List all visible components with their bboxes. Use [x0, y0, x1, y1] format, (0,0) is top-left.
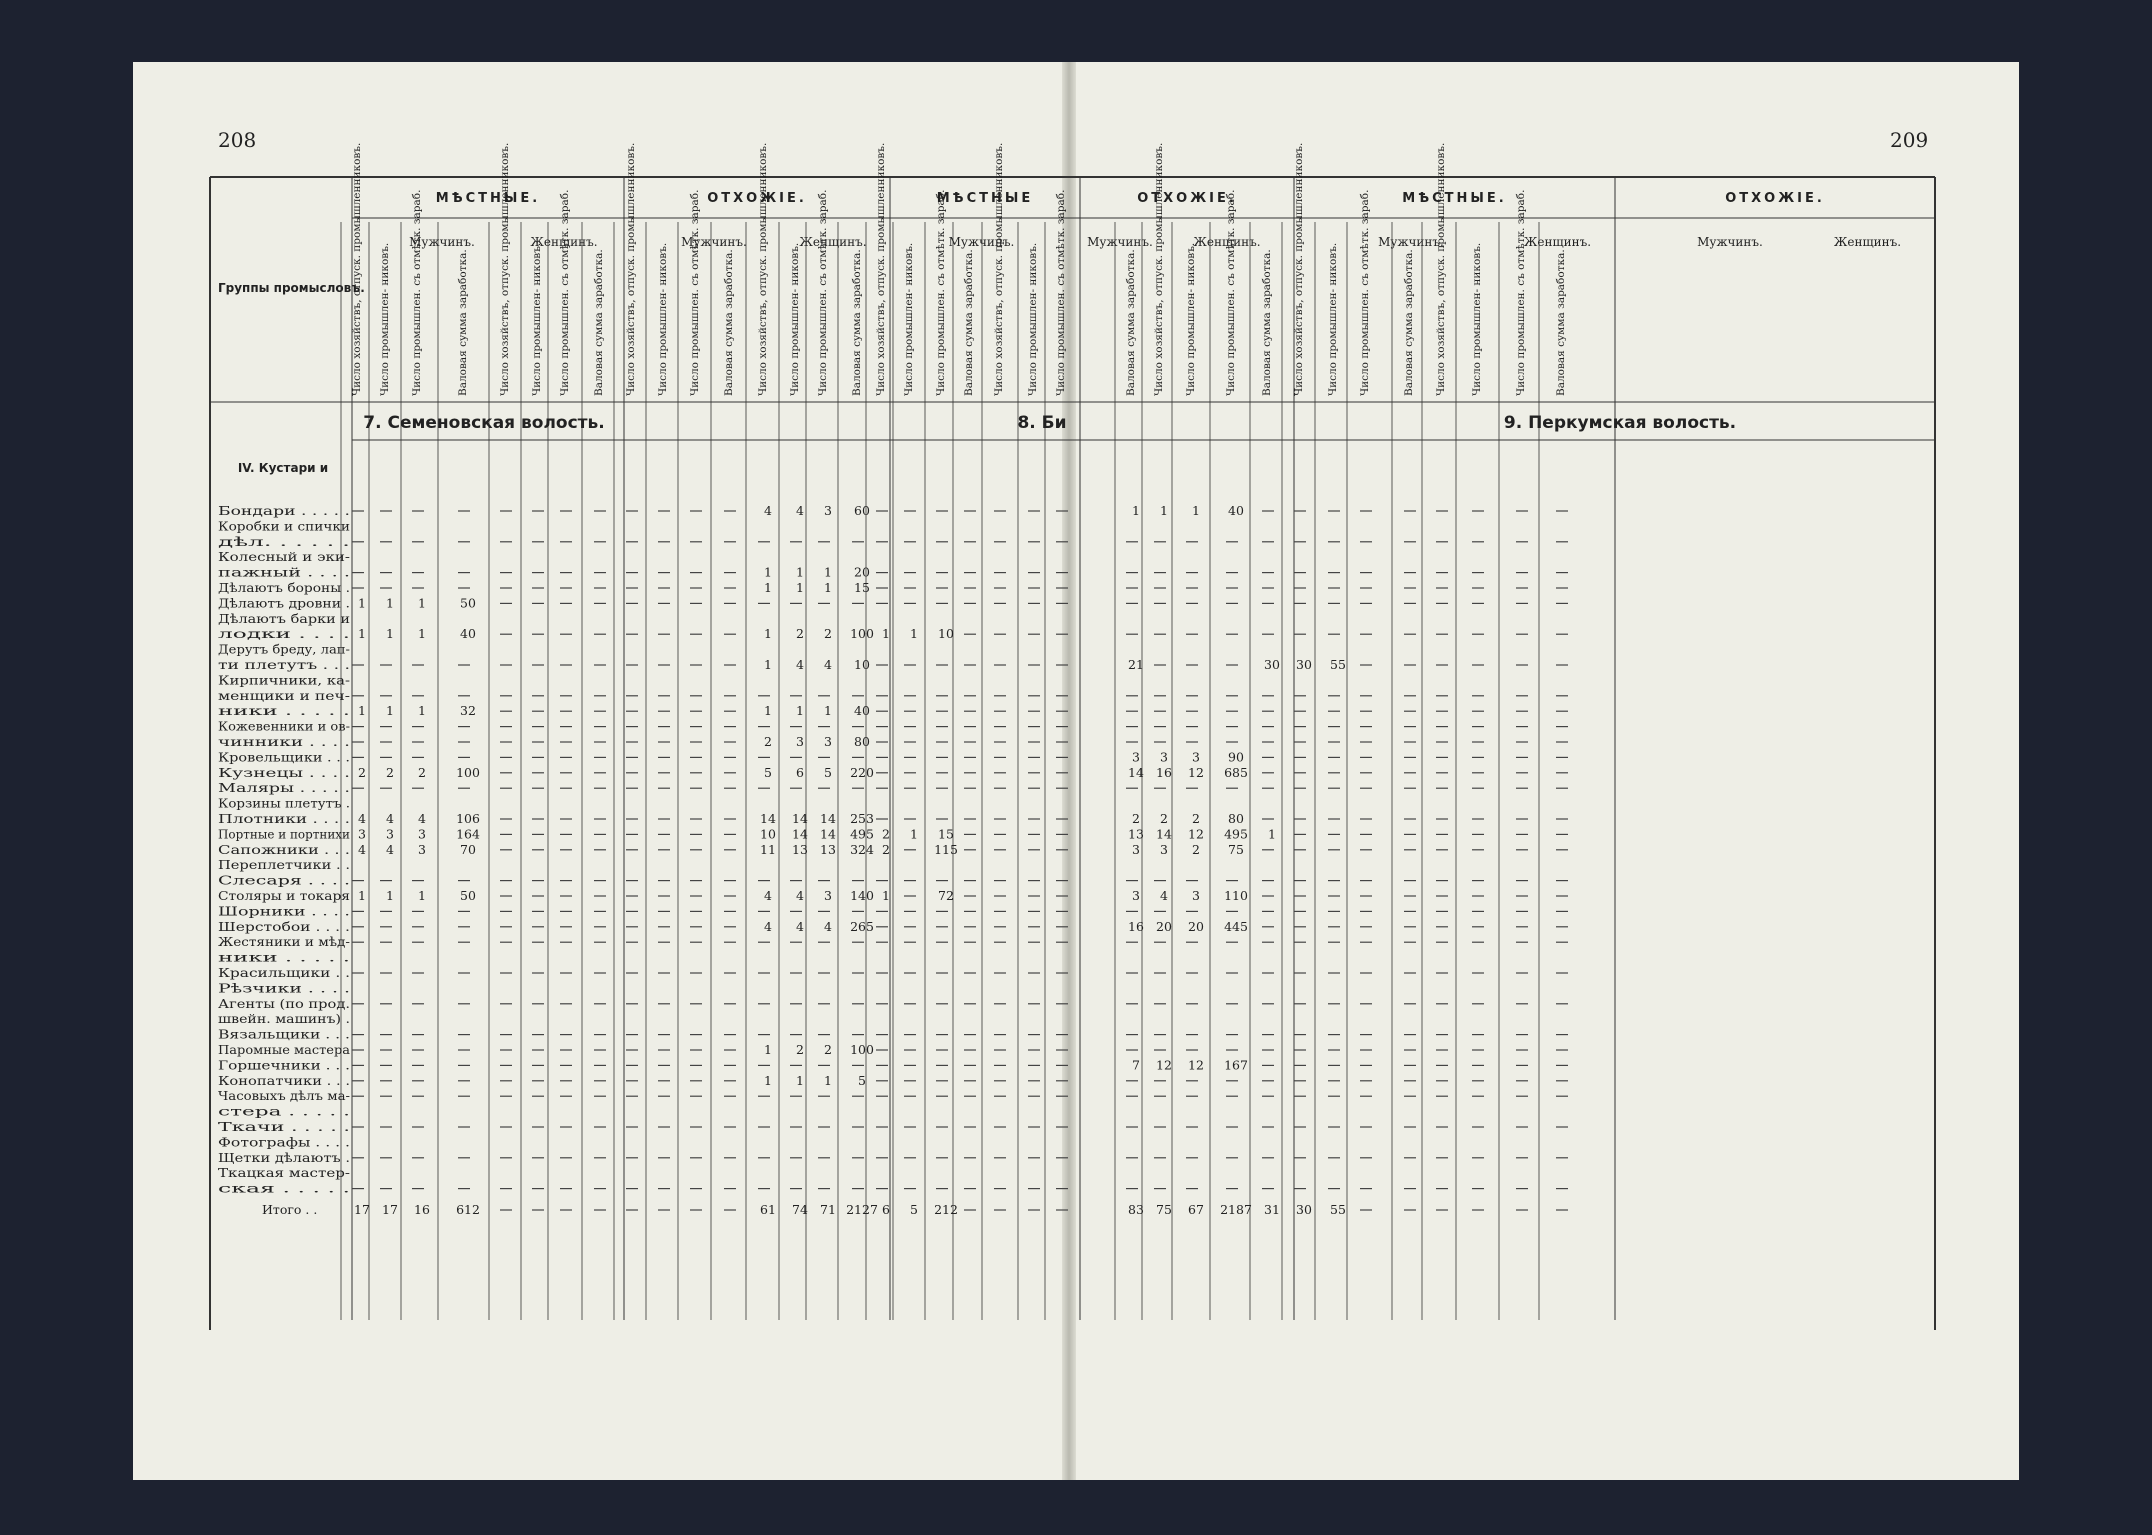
cell-value: 2 — [796, 1042, 804, 1057]
cell-value: 1 — [824, 703, 832, 719]
column-header-workers_marked: Число промышлен. съ отмѣтк. зараб. — [817, 189, 829, 396]
row-label: Колесный и эки- — [218, 549, 350, 565]
cell-value: 14 — [760, 811, 776, 826]
cell-value: 1 — [824, 1072, 832, 1088]
cell-value: 106 — [456, 811, 480, 826]
total-value: 67 — [1188, 1202, 1204, 1217]
cell-value: 40 — [854, 703, 870, 719]
cell-value: 6 — [796, 764, 804, 780]
women-subheader: Женщинъ. — [1523, 235, 1592, 249]
column-header-sum: Валовая сумма заработка. — [851, 249, 863, 396]
men-subheader: Мужчинъ. — [409, 235, 475, 249]
row-label: Конопатчики . . . — [218, 1072, 350, 1088]
cell-value: 10 — [854, 657, 870, 672]
column-header-households: Число хозяйствъ, отпуск. промышленниковъ. — [993, 142, 1005, 396]
cell-value: 1 — [796, 580, 804, 595]
cell-value: 4 — [358, 811, 366, 826]
row-label: Часовыхъ дѣлъ ма- — [218, 1088, 350, 1104]
cell-value: 75 — [1228, 841, 1244, 857]
row-label: стера . . . . . — [218, 1103, 350, 1119]
cell-value: 253 — [850, 811, 874, 826]
cell-value: 164 — [456, 826, 480, 842]
men-subheader: Мужчинъ. — [948, 235, 1015, 249]
cell-value: 10 — [760, 826, 776, 842]
cell-value: 12 — [1156, 1057, 1172, 1073]
cell-value: 1 — [358, 595, 366, 611]
cell-value: 90 — [1228, 749, 1244, 765]
cell-value: 50 — [460, 595, 476, 611]
cell-value: 100 — [456, 764, 480, 780]
cell-value: 14 — [820, 811, 836, 826]
men-subheader: Мужчинъ. — [1087, 235, 1153, 249]
section-title: ОТХОЖІЕ. — [1725, 191, 1825, 206]
cell-value: 2 — [824, 626, 832, 642]
cell-value: 495 — [1224, 826, 1248, 842]
cell-value: 3 — [1192, 749, 1200, 765]
row-label: Переплетчики . . — [218, 857, 350, 873]
cell-value: 20 — [854, 564, 870, 580]
volost-title: 8. Би — [1017, 413, 1067, 433]
row-label: лодки . . . . — [218, 626, 350, 642]
section-title: ОТХОЖІЕ. — [1137, 191, 1237, 206]
cell-value: 3 — [418, 826, 426, 842]
cell-value: 1 — [386, 626, 394, 642]
total-value: 6 — [882, 1202, 890, 1217]
column-header-workers_marked: Число промышлен. съ отмѣтк. зараб. — [1359, 189, 1371, 396]
cell-value: 167 — [1224, 1057, 1248, 1073]
cell-value: 1 — [910, 626, 918, 642]
cell-value: 7 — [1132, 1057, 1140, 1073]
cell-value: 2 — [882, 826, 890, 842]
cell-value: 16 — [1128, 918, 1144, 934]
cell-value: 4 — [764, 918, 772, 934]
row-label: Ткачи . . . . . — [218, 1119, 350, 1134]
total-value: 61 — [760, 1202, 776, 1217]
cell-value: 40 — [460, 626, 476, 642]
row-label: Кузнецы . . . . — [218, 764, 350, 780]
row-label: Дерутъ бреду, лап- — [218, 641, 350, 657]
row-label: Щетки дѣлаютъ . — [218, 1149, 350, 1165]
row-label: Маляры . . . . . — [218, 780, 350, 796]
cell-value: 80 — [1228, 811, 1244, 826]
column-header-workers_marked: Число промышлен. съ отмѣтк. зараб. — [1225, 189, 1237, 396]
cell-value: 4 — [358, 841, 366, 857]
cell-value: 1 — [386, 888, 394, 903]
column-header-workers: Число промышлен- никовъ. — [379, 242, 391, 396]
cell-value: 20 — [1156, 918, 1172, 934]
cell-value: 3 — [824, 734, 832, 749]
row-label: Вязальщики . . . — [218, 1026, 350, 1042]
row-label: Дѣлаютъ дровни . — [218, 595, 350, 611]
left-page-number: 208 — [218, 128, 257, 152]
men-subheader: Мужчинъ. — [1697, 235, 1763, 249]
column-header-workers: Число промышлен- никовъ. — [1185, 242, 1197, 396]
row-label: Красильщики . . — [218, 965, 350, 980]
column-header-households: Число хозяйствъ, отпуск. промышленниковъ. — [1435, 142, 1447, 396]
right-page-number: 209 — [1890, 128, 1929, 152]
cell-value: 4 — [796, 657, 804, 672]
total-value: 74 — [792, 1202, 808, 1217]
cell-value: 3 — [824, 888, 832, 903]
row-label: Слесаря . . . . — [218, 872, 350, 888]
column-header-households: Число хозяйствъ, отпуск. промышленниковъ. — [351, 142, 363, 396]
cell-value: 13 — [792, 841, 808, 857]
cell-value: 1 — [1132, 503, 1140, 518]
row-label: ская . . . . . — [218, 1180, 350, 1196]
cell-value: 1 — [882, 626, 890, 642]
total-value: 2187 — [1220, 1202, 1252, 1217]
total-value: 17 — [354, 1202, 370, 1217]
cell-value: 80 — [854, 734, 870, 749]
cell-value: 4 — [1160, 888, 1168, 903]
column-header-households: Число хозяйствъ, отпуск. промышленниковъ. — [1293, 142, 1305, 396]
row-label: Фотографы . . . . — [218, 1134, 350, 1150]
cell-value: 1 — [764, 657, 772, 672]
cell-value: 1 — [386, 595, 394, 611]
cell-value: 3 — [1160, 841, 1168, 857]
cell-value: 100 — [850, 626, 874, 642]
cell-value: 495 — [850, 826, 874, 842]
cell-value: 50 — [460, 888, 476, 903]
column-header-households: Число хозяйствъ, отпуск. промышленниковъ. — [875, 142, 887, 396]
cell-value: 4 — [824, 657, 832, 672]
volost-title: 9. Перкумская волость. — [1503, 413, 1737, 433]
cell-value: 4 — [824, 918, 832, 934]
cell-value: 12 — [1188, 764, 1204, 780]
total-value: 75 — [1156, 1202, 1172, 1217]
cell-value: 13 — [1128, 826, 1144, 842]
column-header-sum: Валовая сумма заработка. — [1261, 249, 1273, 396]
cell-value: 12 — [1188, 826, 1204, 842]
cell-value: 14 — [1128, 764, 1144, 780]
section-title: МѢСТНЫЕ — [936, 191, 1034, 206]
cell-value: 72 — [938, 888, 954, 903]
women-subheader: Женщинъ. — [1193, 235, 1261, 249]
row-label: Кирпичники, ка- — [218, 672, 350, 688]
cell-value: 60 — [854, 503, 870, 518]
cell-value: 15 — [938, 826, 954, 842]
row-label: Ткацкая мастер- — [218, 1165, 350, 1181]
total-value: 83 — [1128, 1202, 1144, 1217]
cell-value: 324 — [850, 841, 874, 857]
column-header-sum: Валовая сумма заработка. — [1555, 249, 1567, 396]
column-header-households: Число хозяйствъ, отпуск. промышленниковъ. — [757, 142, 769, 396]
cell-value: 1 — [796, 1072, 804, 1088]
row-label: Рѣзчики . . . . — [218, 980, 350, 996]
cell-value: 3 — [796, 734, 804, 749]
cell-value: 3 — [1132, 888, 1140, 903]
column-header-workers_marked: Число промышлен. съ отмѣтк. зараб. — [411, 189, 423, 396]
cell-value: 2 — [1132, 811, 1140, 826]
total-value: 55 — [1330, 1202, 1346, 1217]
column-header-households: Число хозяйствъ, отпуск. промышленниковъ. — [1153, 142, 1165, 396]
cell-value: 2 — [796, 626, 804, 642]
cell-value: 1 — [358, 888, 366, 903]
cell-value: 1 — [386, 703, 394, 719]
cell-value: 4 — [764, 503, 772, 518]
cell-value: 4 — [764, 888, 772, 903]
column-header-sum: Валовая сумма заработка. — [1403, 249, 1415, 396]
cell-value: 140 — [850, 888, 874, 903]
cell-value: 3 — [824, 503, 832, 518]
column-header-workers: Число промышлен- никовъ. — [903, 242, 915, 396]
cell-value: 2 — [764, 734, 772, 749]
cell-value: 3 — [386, 826, 394, 842]
cell-value: 11 — [760, 841, 776, 857]
cell-value: 14 — [820, 826, 836, 842]
cell-value: 220 — [850, 764, 874, 780]
cell-value: 1 — [764, 1072, 772, 1088]
cell-value: 1 — [764, 564, 772, 580]
cell-value: 1 — [764, 1042, 772, 1057]
row-label: Сапожники . . . — [218, 841, 350, 857]
column-header-sum: Валовая сумма заработка. — [593, 249, 605, 396]
cell-value: 32 — [460, 703, 476, 719]
cell-value: 1 — [796, 703, 804, 719]
row-label: Шорники . . . . — [218, 903, 350, 919]
cell-value: 14 — [792, 811, 808, 826]
row-label: Бондари . . . . . — [218, 503, 350, 518]
cell-value: 2 — [824, 1042, 832, 1057]
cell-value: 1 — [418, 888, 426, 903]
cell-value: 5 — [858, 1072, 866, 1088]
cell-value: 100 — [850, 1042, 874, 1057]
cell-value: 445 — [1224, 918, 1248, 934]
cell-value: 1 — [882, 888, 890, 903]
cell-value: 2 — [1192, 841, 1200, 857]
cell-value: 685 — [1224, 764, 1248, 780]
volost-title: 7. Семеновская волость. — [363, 413, 605, 433]
cell-value: 14 — [1156, 826, 1172, 842]
row-label: Плотники . . . . — [218, 811, 350, 826]
row-label: швейн. машинъ) . — [218, 1011, 350, 1027]
total-label: Итого . . — [262, 1202, 318, 1217]
column-header-workers_marked: Число промышлен. съ отмѣтк. зараб. — [1515, 189, 1527, 396]
total-value: 16 — [414, 1202, 430, 1217]
row-label: Столяры и токаря — [218, 888, 351, 903]
row-label: Дѣлаютъ барки и — [218, 610, 350, 626]
cell-value: 1 — [358, 703, 366, 719]
row-label: ники . . . . . — [218, 703, 350, 719]
total-value: 71 — [820, 1202, 836, 1217]
cell-value: 3 — [1160, 749, 1168, 765]
column-header-workers: Число промышлен- никовъ. — [531, 242, 543, 396]
column-header-workers_marked: Число промышлен. съ отмѣтк. зараб. — [935, 189, 947, 396]
row-label: ти плетутъ . . . — [218, 657, 350, 672]
row-group-header: Группы промысловъ. — [218, 281, 365, 295]
cell-value: 1 — [796, 564, 804, 580]
total-value: 5 — [910, 1202, 918, 1217]
cell-value: 1 — [1192, 503, 1200, 518]
cell-value: 10 — [938, 626, 954, 642]
row-label: Шерстобои . . . . — [218, 918, 350, 934]
cell-value: 1 — [910, 826, 918, 842]
row-label: Портные и портнихи — [218, 826, 350, 842]
column-header-sum: Валовая сумма заработка. — [457, 249, 469, 396]
cell-value: 115 — [934, 841, 958, 857]
total-value: 2127 — [846, 1202, 878, 1217]
cell-value: 13 — [820, 841, 836, 857]
row-label: Дѣлаютъ бороны . — [218, 580, 350, 595]
column-header-households: Число хозяйствъ, отпуск. промышленниковъ. — [499, 142, 511, 396]
women-subheader: Женщинъ. — [530, 235, 598, 249]
cell-value: 4 — [386, 841, 394, 857]
cell-value: 1 — [764, 703, 772, 719]
row-label: пажный . . . . — [218, 564, 350, 580]
section-title: МѢСТНЫЕ. — [435, 191, 541, 206]
column-header-sum: Валовая сумма заработка. — [963, 249, 975, 396]
row-label: Жестяники и мѣд- — [218, 934, 350, 950]
column-header-workers: Число промышлен- никовъ. — [1327, 242, 1339, 396]
total-value: 30 — [1296, 1202, 1312, 1217]
cell-value: 4 — [386, 811, 394, 826]
men-subheader: Мужчинъ. — [681, 235, 747, 249]
group-title: IV. Кустари и — [237, 461, 329, 475]
section-title: МѢСТНЫЕ. — [1402, 191, 1507, 206]
column-header-sum: Валовая сумма заработка. — [723, 249, 735, 396]
cell-value: 15 — [854, 580, 870, 595]
total-value: 612 — [456, 1202, 480, 1217]
row-label: Кровельщики . . . — [218, 749, 350, 765]
cell-value: 1 — [358, 626, 366, 642]
column-header-workers_marked: Число промышлен. съ отмѣтк. зараб. — [559, 189, 571, 396]
section-title: ОТХОЖІЕ. — [707, 191, 807, 206]
cell-value: 12 — [1188, 1057, 1204, 1073]
row-label: Горшечники . . . — [218, 1057, 350, 1073]
women-subheader: Женщинъ. — [799, 235, 867, 249]
column-header-workers_marked: Число промышлен. съ отмѣтк. зараб. — [689, 189, 701, 396]
cell-value: 21 — [1128, 657, 1144, 672]
row-label: Паромные мастера — [218, 1042, 351, 1057]
cell-value: 2 — [358, 764, 366, 780]
cell-value: 30 — [1296, 657, 1312, 672]
cell-value: 14 — [792, 826, 808, 842]
row-label: Кожевенники и ов- — [218, 718, 350, 734]
cell-value: 3 — [418, 841, 426, 857]
row-label: ники . . . . . — [218, 949, 350, 965]
row-label: менщики и печ- — [218, 687, 350, 703]
row-label: Корзины плетутъ . — [218, 795, 350, 811]
cell-value: 4 — [796, 503, 804, 518]
row-label: чинники . . . . — [218, 734, 350, 749]
cell-value: 30 — [1264, 657, 1280, 672]
column-header-workers_marked: Число промышлен. съ отмѣтк. зараб. — [1055, 189, 1067, 396]
cell-value: 1 — [1268, 826, 1276, 842]
cell-value: 5 — [824, 764, 832, 780]
column-header-workers: Число промышлен- никовъ. — [657, 242, 669, 396]
cell-value: 2 — [1192, 811, 1200, 826]
cell-value: 1 — [418, 595, 426, 611]
cell-value: 4 — [418, 811, 426, 826]
cell-value: 110 — [1224, 888, 1248, 903]
cell-value: 3 — [358, 826, 366, 842]
cell-value: 55 — [1330, 657, 1346, 672]
cell-value: 2 — [882, 841, 890, 857]
cell-value: 1 — [764, 626, 772, 642]
cell-value: 3 — [1132, 749, 1140, 765]
total-value: 212 — [934, 1202, 958, 1217]
column-header-workers: Число промышлен- никовъ. — [789, 242, 801, 396]
cell-value: 1 — [418, 703, 426, 719]
cell-value: 20 — [1188, 918, 1204, 934]
cell-value: 16 — [1156, 764, 1172, 780]
cell-value: 70 — [460, 841, 476, 857]
cell-value: 265 — [850, 918, 874, 934]
cell-value: 40 — [1228, 503, 1244, 518]
cell-value: 2 — [386, 764, 394, 780]
cell-value: 1 — [1160, 503, 1168, 518]
cell-value: 1 — [824, 564, 832, 580]
total-value: 17 — [382, 1202, 398, 1217]
cell-value: 2 — [418, 764, 426, 780]
cell-value: 1 — [824, 580, 832, 595]
column-header-households: Число хозяйствъ, отпуск. промышленниковъ. — [625, 142, 637, 396]
row-label: дѣл. . . . . . — [218, 533, 350, 549]
cell-value: 3 — [1132, 841, 1140, 857]
cell-value: 5 — [764, 764, 772, 780]
men-subheader: Мужчинъ. — [1378, 235, 1444, 249]
cell-value: 3 — [1192, 888, 1200, 903]
cell-value: 1 — [764, 580, 772, 595]
total-value: 31 — [1264, 1202, 1280, 1217]
women-subheader: Женщинъ. — [1833, 235, 1902, 249]
cell-value: 1 — [418, 626, 426, 642]
column-header-sum: Валовая сумма заработка. — [1125, 249, 1137, 396]
row-label: Коробки и спички — [218, 518, 350, 534]
cell-value: 4 — [796, 888, 804, 903]
row-label: Агенты (по прод. — [218, 995, 350, 1011]
column-header-workers: Число промышлен- никовъ. — [1471, 242, 1483, 396]
cell-value: 2 — [1160, 811, 1168, 826]
cell-value: 4 — [796, 918, 804, 934]
column-header-workers: Число промышлен- никовъ. — [1027, 242, 1039, 396]
